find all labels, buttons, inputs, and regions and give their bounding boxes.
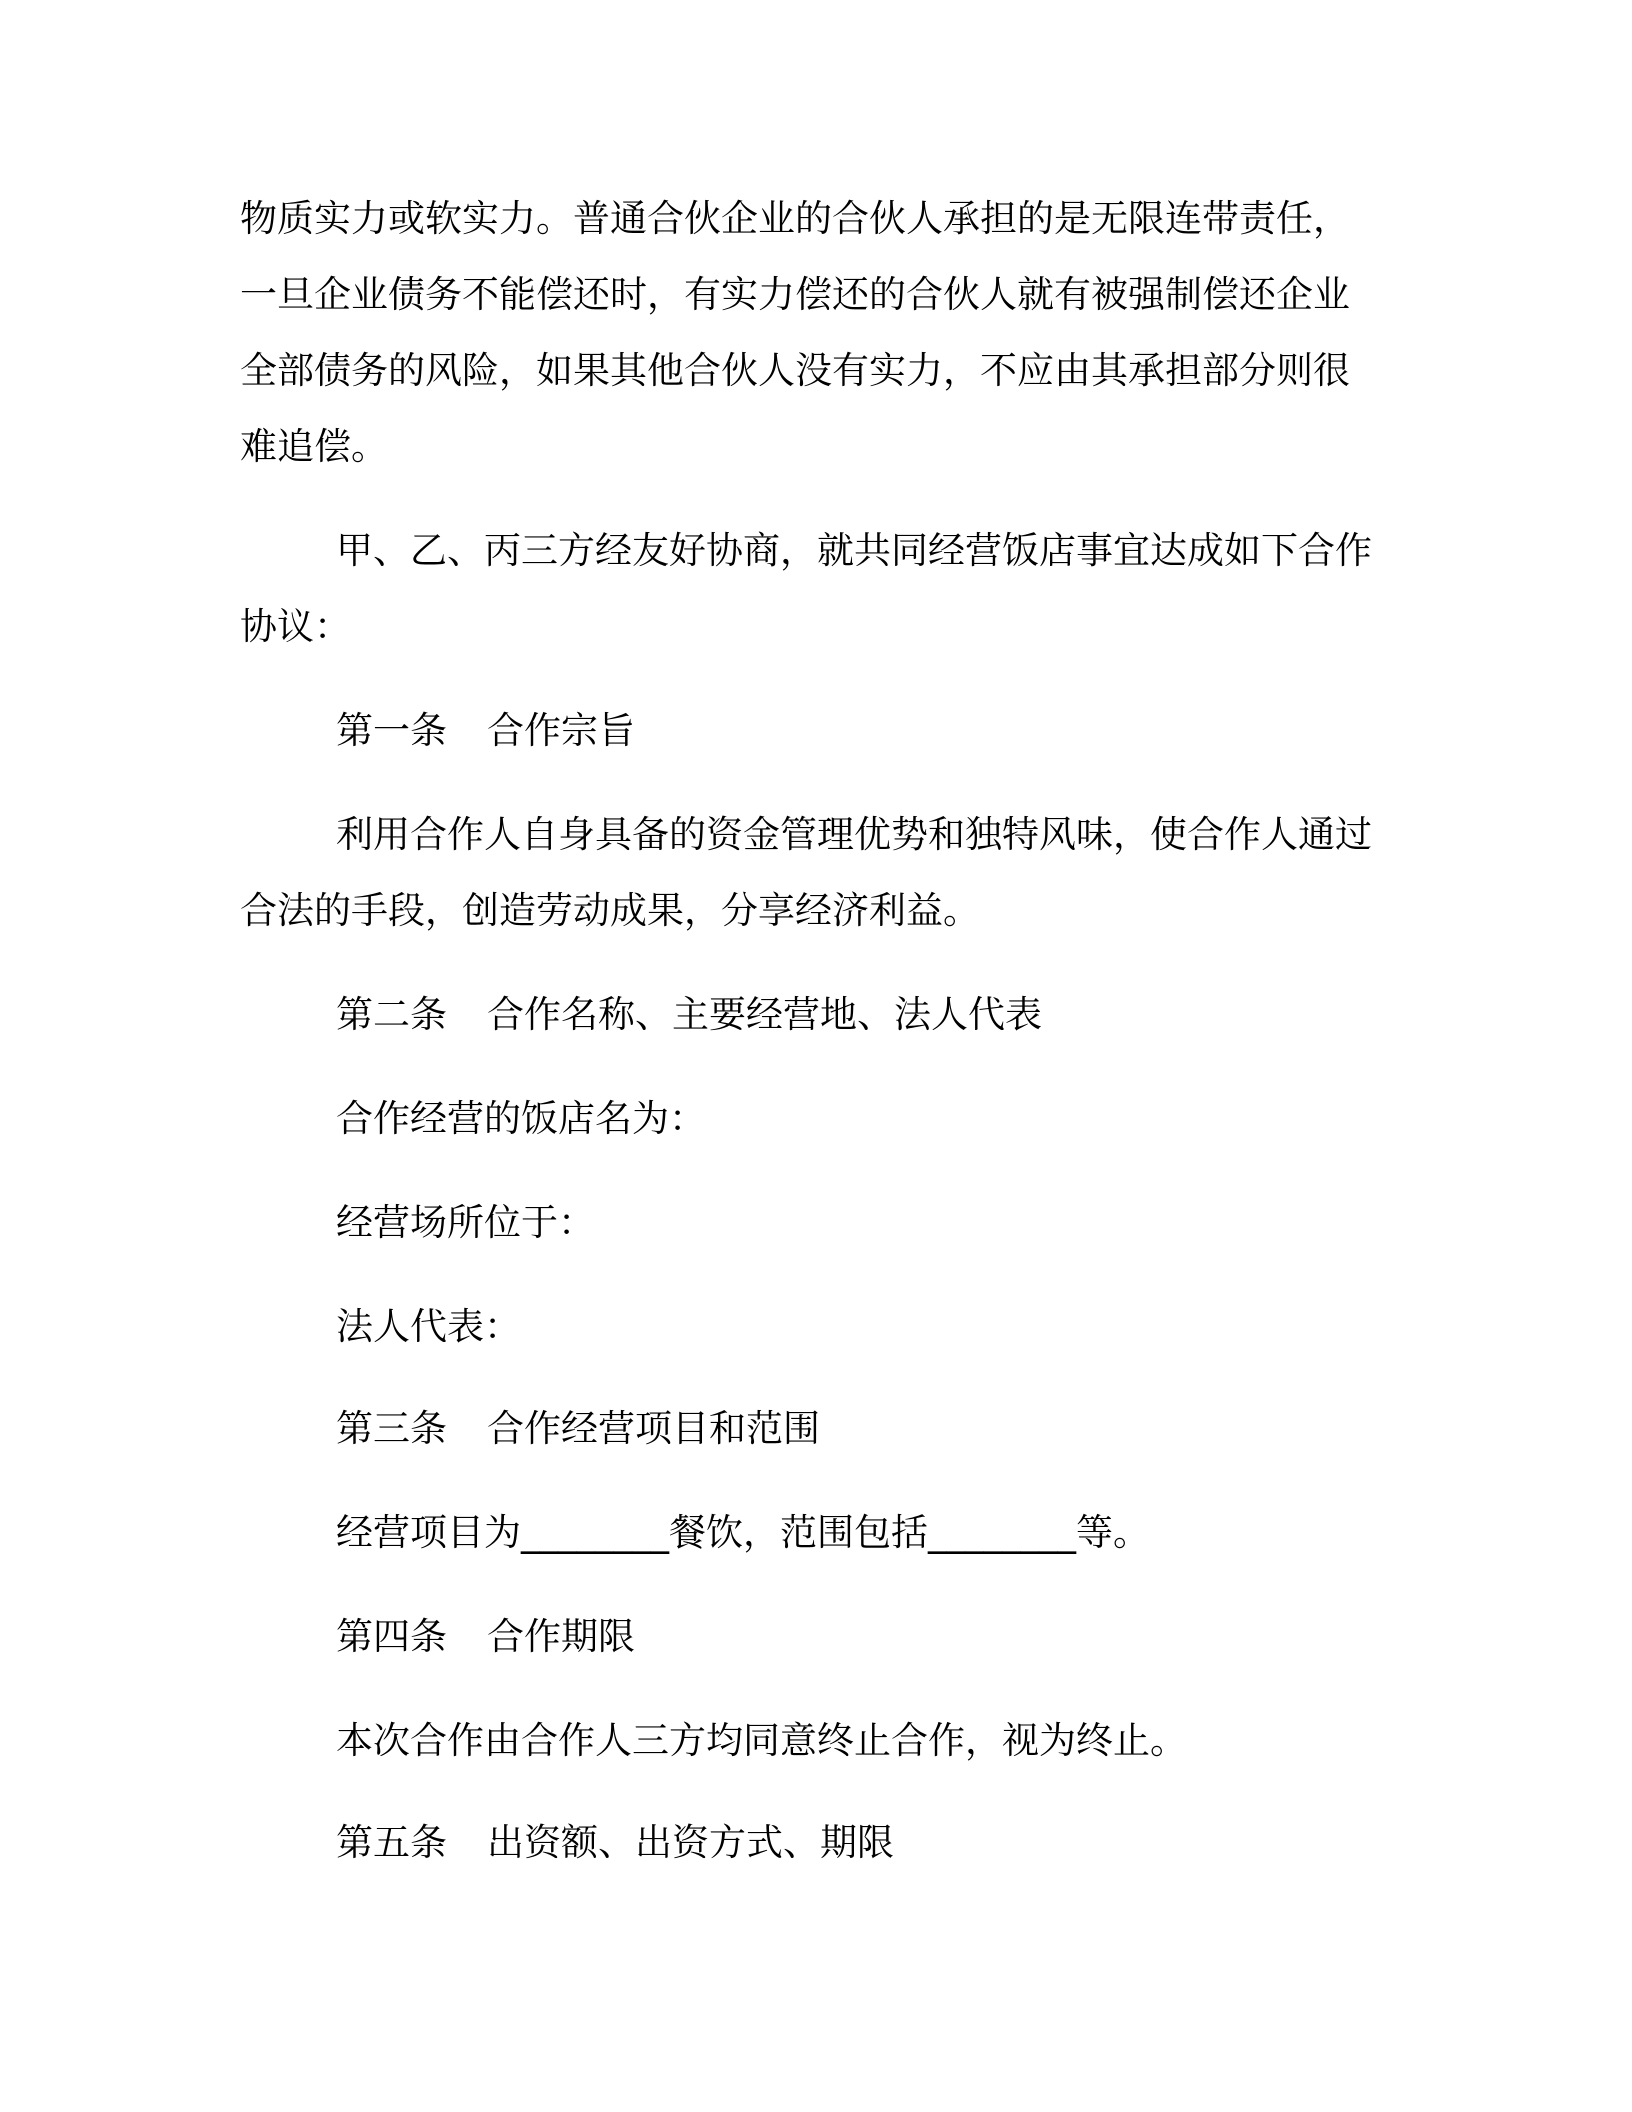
paragraph-line: 协议： xyxy=(240,605,351,648)
article-heading xyxy=(336,1818,894,1868)
paragraph-line: 物质实力或软实力。普通合伙企业的合伙人承担的是无限连带责任， xyxy=(240,197,1350,240)
article-title: 合作经营项目和范围 xyxy=(487,1407,820,1450)
legal-rep-line: 法人代表： xyxy=(336,1305,521,1348)
article-number: 第五条 xyxy=(336,1821,447,1864)
restaurant-name-line: 合作经营的饭店名为： xyxy=(336,1097,706,1140)
article-title: 合作期限 xyxy=(487,1615,635,1658)
paragraph-line: 全部债务的风险，如果其他合伙人没有实力，不应由其承担部分则很 xyxy=(240,349,1350,392)
article-number: 第二条 xyxy=(336,993,447,1036)
paragraph-line: 合法的手段，创造劳动成果，分享经济利益。 xyxy=(240,889,980,932)
article-heading xyxy=(336,1612,635,1662)
paragraph-line: 难追偿。 xyxy=(240,425,388,468)
paragraph-line: 经营项目为________餐饮，范围包括________等。 xyxy=(336,1511,1150,1554)
article-title: 出资额、出资方式、期限 xyxy=(487,1821,894,1864)
article-heading xyxy=(336,990,1042,1040)
paragraph-line: 本次合作由合作人三方均同意终止合作，视为终止。 xyxy=(336,1719,1187,1762)
paragraph-line: 一旦企业债务不能偿还时，有实力偿还的合伙人就有被强制偿还企业 xyxy=(240,273,1350,316)
location-line: 经营场所位于： xyxy=(336,1201,595,1244)
article-heading xyxy=(336,1404,820,1454)
article-number: 第一条 xyxy=(336,709,447,752)
article-heading xyxy=(336,706,635,756)
paragraph-line: 甲、乙、丙三方经友好协商，就共同经营饭店事宜达成如下合作 xyxy=(336,529,1372,572)
article-title: 合作宗旨 xyxy=(487,709,635,752)
article-number: 第三条 xyxy=(336,1407,447,1450)
article-title: 合作名称、主要经营地、法人代表 xyxy=(487,993,1042,1036)
article-number: 第四条 xyxy=(336,1615,447,1658)
paragraph-line: 利用合作人自身具备的资金管理优势和独特风味，使合作人通过 xyxy=(336,813,1372,856)
